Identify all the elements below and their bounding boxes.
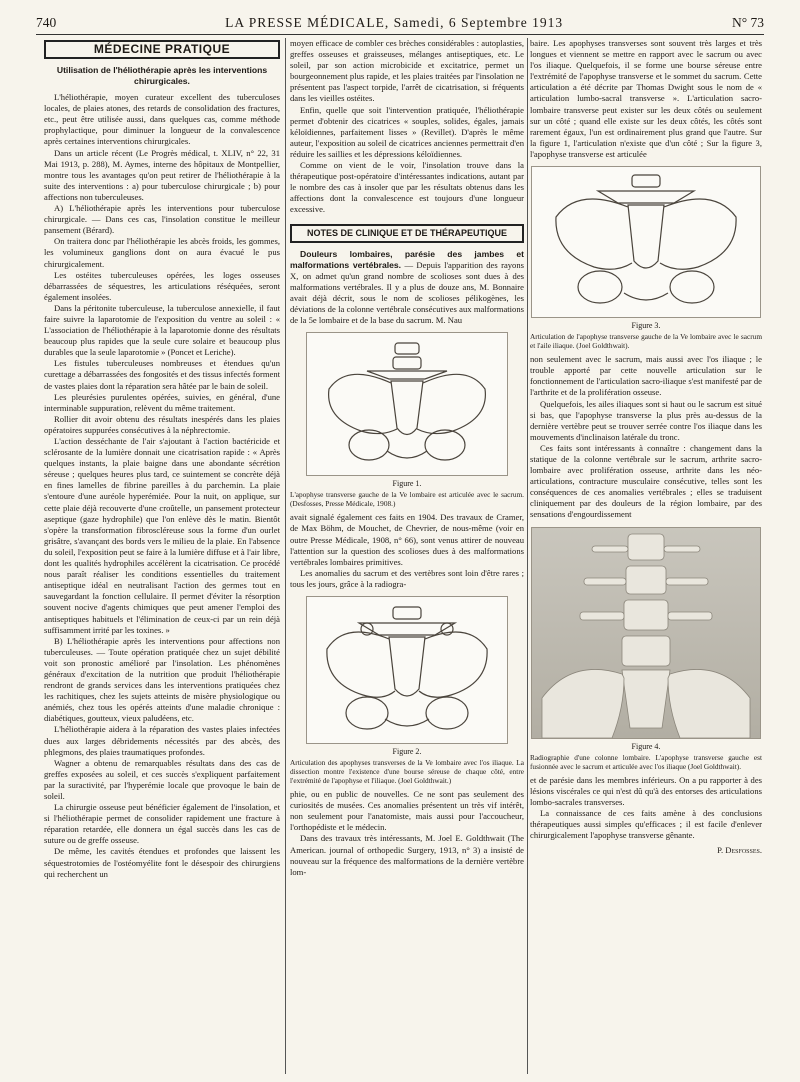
paragraph: De même, les cavités étendues et profondes que laissent les séquestrotomies de l'ostéomyélite font le désespoir des chirurgiens qui recherchent un — [44, 846, 280, 879]
journal-title: LA PRESSE MÉDICALE, Samedi, 6 Septembre 1913 — [225, 15, 564, 30]
figure-1-caption: L'apophyse transverse gauche de la Ve lombaire est articulée avec le sacrum. (Desfosses, Presse Médicale, 1908.) — [290, 490, 524, 509]
figure-2-label: Figure 2. — [392, 747, 422, 756]
paragraph: Rollier dit avoir obtenu des résultats inespérés dans les plaies opératoires suppurées consécutives à la néphrectomie. — [44, 413, 280, 435]
figure-2-caption: Articulation des apophyses transverses de la Ve lombaire avec l'os iliaque. La dissection montre l'existence d'une bourse séreuse de chaque côté, entre l'extrémité de l'apophyse et l'iliaque. (Joel Goldthwait.) — [290, 758, 524, 786]
paragraph: A) L'héliothérapie après les interventions pour tuberculose chirurgicale. — Dans ces cas, l'insolation constitue le meilleur pansement (Bérard). — [44, 203, 280, 236]
figure-4-radiograph — [531, 527, 761, 739]
column-3 — [530, 38, 762, 856]
section-title-medecine-pratique: MÉDECINE PRATIQUE — [44, 40, 280, 59]
paragraph: La connaissance de ces faits amène à des conclusions thérapeutiques aussi simples qu'efficaces ; il est facile d'enlever chirurgicalement l'apophyse transverse gênante. — [530, 807, 762, 841]
issue-number: N° 73 — [731, 15, 764, 30]
paragraph: Comme on vient de le voir, l'insolation trouve dans la thérapeutique post-opératoire d'intéressantes indications, autant par le nombre des cas à insoler que par les résultats obtenus dans les affections dont la convalescence est toujours d'une longueur excessive. — [290, 160, 524, 215]
paragraph: Dans un article récent (Le Progrès médical, t. XLIV, n° 22, 31 Mai 1913, p. 288), M. Aymes, interne des hôpitaux de Montpellier, montre tous les avantages qu'on peut retirer de l'héliothérapie à la suite des interventions : a) pour tuberculose chirurgicale ; b) pour affections non tuberculeuses. — [44, 147, 280, 202]
figure-1-pelvis-illustration — [306, 332, 508, 476]
paragraph: Wagner a obtenu de remarquables résultats dans des cas de greffes exposées au soleil, et ces succès s'expliquent parfaitement par la suractivité, par l'hyperémie locale que provoque le bain de soleil. — [44, 757, 280, 801]
figure-3-pelvis-illustration — [531, 166, 761, 318]
column-2 — [290, 38, 524, 878]
figure-3-label: Figure 3. — [631, 321, 661, 331]
article-title: Utilisation de l'héliothérapie après les interventions chirurgicales. — [56, 65, 268, 86]
paragraph: baire. Les apophyses transverses sont souvent très larges et très longues et viennent se mettre en rapport avec le sacrum ou avec l'os iliaque. Quelquefois, il se forme une bourse séreuse entre l'extrémité de l'apophyse transverse et le sommet du sacrum. Cette articulation a été décrite par Thomas Dwight sous le nom de « articulation lumbo-sacral transverse ». L'articulation sacro-lombaire transverse peut exister sur les deux côtés ou seulement sur un côté ; quand elle existe sur les deux côtés, les côtés sont rarement égaux, l'un est ordinairement plus grand que l'autre. Sur la figure 1, l'articulation n'existe que d'un côté ; Sur la figure 3, l'apophyse transverse est articulée — [530, 38, 762, 159]
paragraph: Les fistules tuberculeuses nombreuses et étendues qu'un curettage a débarrassées des fongosités et des tissus infectés forment de vastes plaies dont la réparation sera hâtée par le bain de soleil. — [44, 358, 280, 391]
figure-4-label: Figure 4. — [631, 741, 661, 751]
paragraph: Dans la péritonite tuberculeuse, la tuberculose annexielle, il faut faire suivre la laparotomie de l'exposition du ventre au soleil : « L'association de l'héliothérapie à la laparotomie donne des résultats beaucoup plus rapides que la seule cure solaire et beaucoup plus durables que la seule laparotomie » (Poncet et Leriche). — [44, 302, 280, 358]
paragraph: Les ostéites tuberculeuses opérées, les loges osseuses débarrassées de séquestres, les articulations réséquées, seront également insolées. — [44, 269, 280, 302]
page-header — [36, 12, 764, 35]
column-divider — [527, 38, 528, 1074]
paragraph: Dans des travaux très intéressants, M. Joel E. Goldthwait (The American. journal of orthopedic Surgery, 1913, n° 3) a insisté de nouveau sur la fréquence des malformations de la dernière vertèbre lom- — [290, 833, 524, 877]
figure-2-pelvis-illustration — [306, 596, 508, 744]
paragraph: Quelquefois, les ailes iliaques sont si haut ou le sacrum est situé si bas, que l'apophyse transverse la plus près au-dessus de la dernière vertèbre peut se trouver serrée contre l'os iliaque dans les mouvements d'inclinaison latérale du tronc. — [530, 398, 762, 442]
paragraph: phie, ou en public de nouvelles. Ce ne sont pas seulement des curiosités de musées. Ces anomalies présentent un très vif intérêt, non seulement pour l'anatomiste, mais aussi pour l'accoucheur, l'orthopédiste et le médecin. — [290, 789, 524, 833]
paragraph: non seulement avec le sacrum, mais aussi avec l'os iliaque ; le trouble apporté par cette nouvelle articulation sur le fonctionnement de l'articulation sacro-iliaque s'est manifesté par de l'arthrite et de la prolifération osseuse. — [530, 354, 762, 398]
note-intro: — Depuis l'apparition des rayons X, on admet qu'un grand nombre de scolioses sont dues à des malformations vertébrales. Il y a plus de douze ans, M. Bonnaire avait déjà décrit, sous le nom de scolioses pélikogènes, les déviations de la colonne vertébrale consécutives aux malformations de la 5e lombaire et de la base du sacrum. M. Nau — [290, 259, 524, 326]
figure-1-label: Figure 1. — [392, 479, 422, 489]
column-1 — [44, 38, 280, 880]
paragraph: Les pleurésies purulentes opérées, suivies, en général, d'une interminable suppuration, relèvent du même traitement. — [44, 391, 280, 413]
paragraph: L'héliothérapie, moyen curateur excellent des tuberculoses locales, de plaies atones, des retards de consolidation des fractures, etc., peut être utilisée aussi, dans quelques cas, comme méthode prophylactique, pour diminuer la longueur de la convalescence après certaines interventions chirurgicales. — [44, 92, 280, 147]
note-paragraph — [290, 249, 524, 327]
paragraph: avait signalé également ces faits en 1904. Des travaux de Cramer, de Max Böhm, de Mouchet, de Chevrier, de nous-même (voir en outre Presse Médicale, 1908, n° 66), sont venus attirer de nouveau l'attention sur la question des scolioses dues à des malformations vertébrales lombaires primitives. — [290, 512, 524, 567]
column-divider — [285, 38, 286, 1074]
paragraph: et de parésie dans les membres inférieurs. On a pu rapporter à des lésions viscérales ce qui n'est dû qu'à des entorses des articulations lombo-sacrales transverses. — [530, 774, 762, 807]
paragraph: moyen efficace de combler ces brèches considérables : autoplasties, greffes osseuses et graisseuses, mélanges antiseptiques, etc. Le soleil, par son action microbicide et excitatrice, permet un bourgeonnement plus rapide, et les plaies traitées par l'insolation ne présentent pas l'aspect torpide, l'arrêt de cicatrisation, si fréquents dans les vieilles ostéites. — [290, 38, 524, 104]
author-signature: P. Desfosses. — [717, 845, 762, 856]
note-title: Douleurs lombaires, parésie des jambes et malformations vertébrales. — [290, 248, 524, 270]
figure-3-caption: Articulation de l'apophyse transverse gauche de la Ve lombaire avec le sacrum et l'aile iliaque. (Joel Goldthwait). — [530, 332, 762, 351]
paragraph: L'action desséchante de l'air s'ajoutant à l'action bactéricide et sclérosante de la lumière donnait une cicatrisation rapide : « Après quelques instants, la plaie baigne dans une abondante sécrétion séreuse ; quelques heures plus tard, ce suintement se concrète déjà en fines lamelles de fibrine pareilles à du parchemin. La plaie s'entoure d'une auréole hyperémiée. Pour la nuit, on applique, sur cette plaie déjà recouverte d'une croûtelle, un pansement protecteur aseptique (gaze hydrophile) que l'on enlève dès le matin. Bientôt s'opère la transformation fibroscléreuse sous la forme d'un ourlet grisâtre, s'avançant des bords vers le milieu de la plaie. En l'absence du soleil, l'exposition peut se faire à la lumière diffuse et à l'air libre, dont les qualités hydrophiles accélèrent la cicatrisation. Ce procédé nous paraît réaliser les conditions essentielles du traitement antiseptique idéal en neutralisant l'action des germes tout en sauvegardant la fonction cellulaire. Il permet d'éviter la résorption souvent nocive d'agents chimiques que peut amener l'emploi des antiseptiques habituels et l'élimination de ceux-ci par un rein déjà suffisamment irrité par les toxines. » — [44, 436, 280, 635]
paragraph: Ces faits sont intéressants à connaître : changement dans la statique de la colonne vertébrale sur le sacrum, arthrite sacro-lombaire avec prolifération osseuse, arthrite dans les néo-articulations, contracture musculaire consécutive, telles sont les conséquences de ces anomalies vertébrales ; elles se traduisent cliniquement par des douleurs de la région lombaire, par des sensations d'engourdissement — [530, 442, 762, 520]
figure-4-caption: Radiographie d'une colonne lombaire. L'apophyse transverse gauche est fusionnée avec le sacrum et articulée avec l'os iliaque (Joel Goldthwait). — [530, 752, 762, 771]
paragraph: L'héliothérapie aidera à la réparation des vastes plaies infectées dues aux larges débridements nécessités par des abcès, des phlegmons, des plaies traumatiques profondes. — [44, 724, 280, 757]
page-number: 740 — [36, 15, 57, 30]
paragraph: Enfin, quelle que soit l'intervention pratiquée, l'héliothérapie permet d'obtenir des cicatrices « souples, solides, égales, jamais kéloïdiennes, parfaitement lisses » (Revillet). D'après le même auteur, l'exposition au soleil de cicatrices anciennes permettrait d'en réduire les saillies et les dépressions kéloïdiennes. — [290, 104, 524, 159]
section-title-notes-clinique: NOTES DE CLINIQUE ET DE THÉRAPEUTIQUE — [290, 224, 524, 243]
paragraph: La chirurgie osseuse peut bénéficier également de l'insolation, et si l'héliothérapie permet de consolider rapidement une fracture à réparation retardée, elle donnera un égal succès dans les cas de suture ou de greffe osseuse. — [44, 802, 280, 846]
paragraph: On traitera donc par l'héliothérapie les abcès froids, les gommes, les volumineux ganglions dont on aura évacué le pus chirurgicalement. — [44, 236, 280, 269]
paragraph: Les anomalies du sacrum et des vertèbres sont loin d'être rares ; tous les jours, grâce à la radiogra- — [290, 567, 524, 589]
paragraph: B) L'héliothérapie après les interventions pour affections non tuberculeuses. — Toute opération pratiquée chez un sujet débilité voit son pronostic amélioré par l'insolation. Les phénomènes généraux d'excitation de la nutrition que produit l'héliothérapie rendront de grands services dans les interventions pratiquées chez les rachitiques, chez les sujets atteints de misère physiologique ou anémiés, chez tous les opérés atteints d'une maladie chronique : diabétiques, goutteux, vieux paludéens, etc. — [44, 635, 280, 724]
